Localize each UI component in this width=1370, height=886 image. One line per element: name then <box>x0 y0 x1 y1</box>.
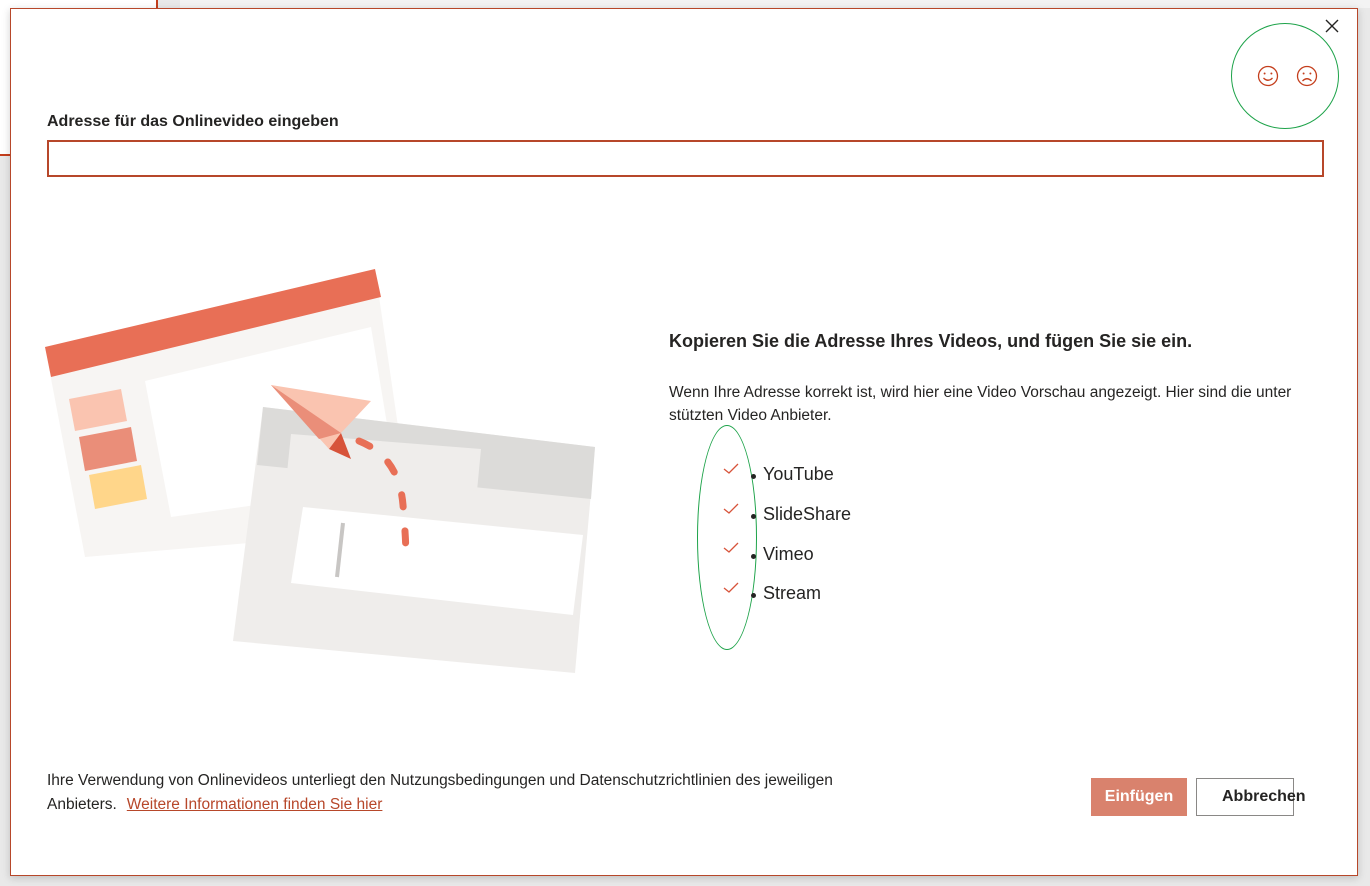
provider-label: YouTube <box>763 464 834 485</box>
terms-text: Ihre Verwendung von Onlinevideos unterliegt den Nutzungsbedingungen und Datenschutzrichtlinien des jeweiligen Anbieters. <box>47 772 833 813</box>
provider-item-slideshare <box>721 495 851 535</box>
instruction-description: Wenn Ihre Adresse korrekt ist, wird hier eine Video Vorschau angezeigt. Hier sind die unter stützten Video Anbieter. <box>669 384 1292 424</box>
provider-item-stream <box>721 574 851 614</box>
provider-label: Stream <box>763 583 822 604</box>
online-video-dialog <box>10 8 1358 876</box>
close-button[interactable] <box>1321 15 1343 37</box>
check-icon <box>721 461 741 477</box>
smiley-happy-icon[interactable] <box>1256 64 1280 88</box>
video-url-input[interactable] <box>47 140 1324 177</box>
provider-list <box>721 455 851 614</box>
bullet-dot <box>751 554 756 559</box>
url-label: Adresse für das Onlinevideo eingeben <box>47 113 339 130</box>
provider-item-vimeo <box>721 534 851 574</box>
more-info-link[interactable]: Weitere Informationen finden Sie hier <box>126 796 383 813</box>
bullet-dot <box>751 593 756 598</box>
background-strip <box>180 0 1370 8</box>
bullet-dot <box>751 474 756 479</box>
feedback-highlight-circle <box>1231 23 1339 129</box>
smiley-sad-icon[interactable] <box>1295 64 1319 88</box>
terms-notice <box>47 769 967 817</box>
provider-label: Vimeo <box>763 543 814 564</box>
video-illustration <box>41 259 601 679</box>
insert-button[interactable]: Einfügen <box>1091 778 1187 816</box>
provider-label: SlideShare <box>763 504 852 525</box>
bullet-dot <box>751 514 756 519</box>
instruction-heading: Kopieren Sie die Adresse Ihres Videos, und fügen Sie sie ein. <box>669 331 1193 351</box>
check-icon <box>721 580 741 596</box>
close-icon <box>1325 19 1339 33</box>
check-icon <box>721 501 741 517</box>
provider-item-youtube <box>721 455 851 495</box>
cancel-button[interactable]: Abbrechen <box>1196 778 1294 816</box>
check-icon <box>721 540 741 556</box>
